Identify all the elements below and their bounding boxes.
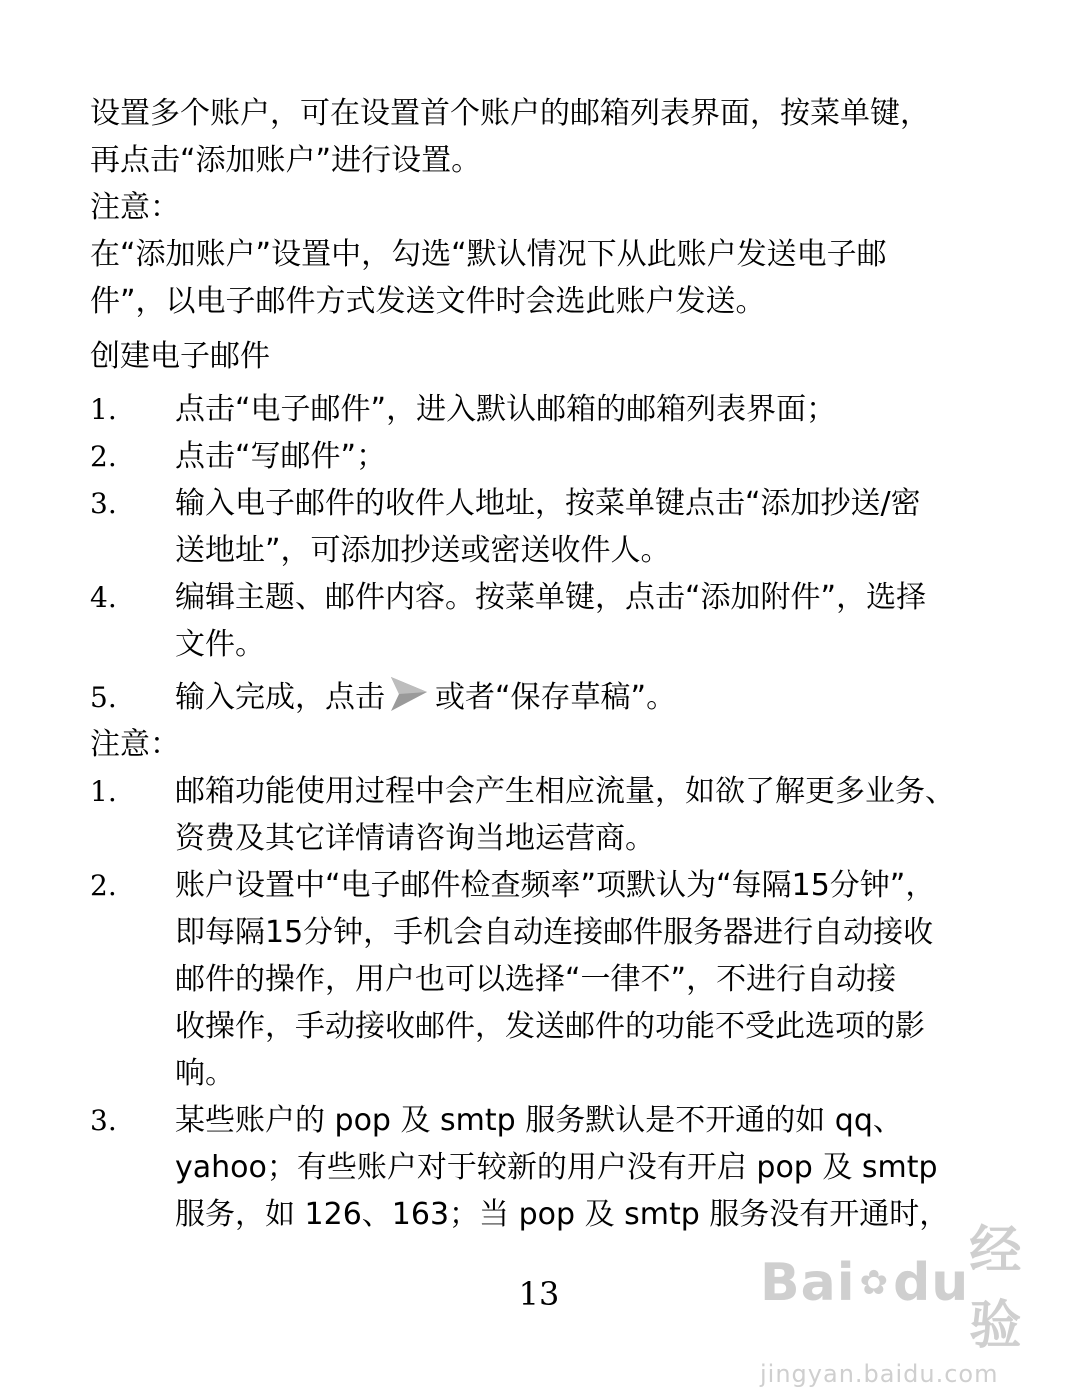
note-label-1: 注意： — [90, 190, 180, 225]
list-text-line: 编辑主题、邮件内容。按菜单键，点击“添加附件”，选择 — [175, 580, 927, 615]
send-icon — [389, 675, 429, 713]
list-number: 3. — [90, 1104, 117, 1137]
list-text — [175, 768, 990, 862]
list-text-line: 某些账户的 pop 及 smtp 服务默认是不开通的如 qq、 — [175, 1103, 903, 1138]
document-page — [90, 90, 990, 1238]
watermark-logo-right: du — [893, 1253, 970, 1313]
list-number: 2. — [90, 440, 117, 473]
steps-list — [90, 386, 990, 721]
intro-paragraph — [90, 90, 990, 184]
list-number: 3. — [90, 487, 117, 520]
list-item — [90, 480, 990, 574]
list-text-line: 送地址”，可添加抄送或密送收件人。 — [175, 533, 671, 568]
list-text — [175, 574, 990, 668]
list-item — [90, 674, 990, 721]
list-text-line: 文件。 — [175, 627, 265, 662]
list-text-line: 资费及其它详情请咨询当地运营商。 — [175, 821, 655, 856]
list-text-line: 账户设置中“电子邮件检查频率”项默认为“每隔15分钟”， — [175, 868, 936, 903]
list-text — [175, 862, 990, 1097]
list-number: 5. — [90, 681, 117, 714]
list-text-line: 收操作，手动接收邮件，发送邮件的功能不受此选项的影 — [175, 1009, 925, 1044]
note1-line-1: 在“添加账户”设置中，勾选“默认情况下从此账户发送电子邮 — [90, 237, 887, 272]
list-text-line: 服务，如 126、163；当 pop 及 smtp 服务没有开通时， — [175, 1197, 950, 1232]
list-text-after-icon: 或者“保存草稿”。 — [435, 680, 677, 715]
note-paragraph-1 — [90, 231, 990, 325]
list-text-line: 输入电子邮件的收件人地址，按菜单键点击“添加抄送/密 — [175, 486, 921, 521]
list-number: 1. — [90, 775, 117, 808]
list-text: 点击“电子邮件”，进入默认邮箱的邮箱列表界面； — [175, 392, 837, 427]
watermark-logo — [760, 1208, 1040, 1358]
list-item — [90, 433, 990, 480]
paw-icon: ✿ — [859, 1263, 890, 1303]
list-item — [90, 862, 990, 1097]
intro-line-1: 设置多个账户，可在设置首个账户的邮箱列表界面，按菜单键， — [90, 96, 930, 131]
list-number: 2. — [90, 869, 117, 902]
list-text-before-icon: 输入完成，点击 — [175, 680, 385, 715]
intro-line-2: 再点击“添加账户”进行设置。 — [90, 143, 482, 178]
watermark-logo-left: Bai — [760, 1253, 856, 1313]
list-text-line: 即每隔15分钟，手机会自动连接邮件服务器进行自动接收 — [175, 915, 934, 950]
section-heading: 创建电子邮件 — [90, 339, 270, 374]
list-text — [175, 480, 990, 574]
note1-line-2: 件”，以电子邮件方式发送文件时会选此账户发送。 — [90, 284, 766, 319]
list-text-line: 响。 — [175, 1056, 235, 1091]
list-text-line: yahoo；有些账户对于较新的用户没有开启 pop 及 smtp — [175, 1150, 938, 1185]
notes-list — [90, 768, 990, 1238]
list-number: 1. — [90, 393, 117, 426]
list-item — [90, 386, 990, 433]
list-text: 点击“写邮件”； — [175, 439, 387, 474]
list-number: 4. — [90, 581, 117, 614]
list-item — [90, 768, 990, 862]
list-text-line: 邮箱功能使用过程中会产生相应流量，如欲了解更多业务、 — [175, 774, 955, 809]
list-text — [175, 674, 990, 721]
watermark-url: jingyan.baidu.com — [760, 1360, 999, 1388]
list-text-line: 邮件的操作，用户也可以选择“一律不”，不进行自动接 — [175, 962, 897, 997]
note-label-2: 注意： — [90, 727, 180, 762]
page-number: 13 — [518, 1275, 560, 1313]
list-item — [90, 574, 990, 668]
baidu-watermark — [760, 1208, 1040, 1388]
watermark-logo-cn: 经验 — [969, 1221, 1023, 1356]
